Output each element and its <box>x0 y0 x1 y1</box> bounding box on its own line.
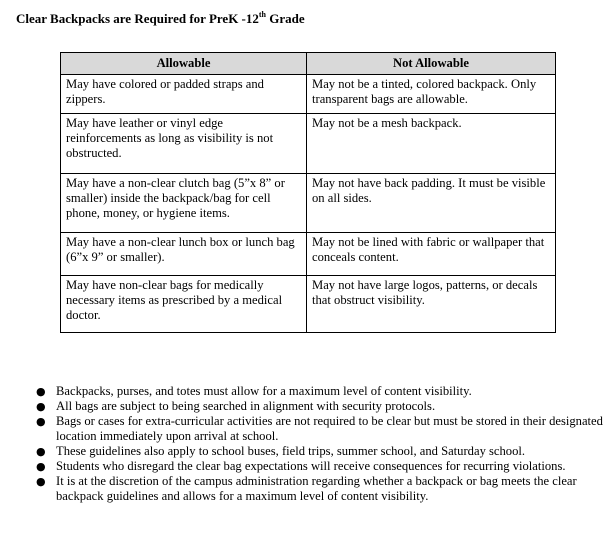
list-item-text: It is at the discretion of the campus administration regarding whether a backpack or bag meets the clear backpack guidelines and allows for a maximum level of content visibility. <box>56 474 577 503</box>
allowable-header: Allowable <box>61 53 307 75</box>
bullet-icon: ● <box>36 385 46 398</box>
page-title <box>16 11 305 27</box>
list-item <box>36 459 605 474</box>
bullet-icon: ● <box>36 400 46 413</box>
list-item-text: All bags are subject to being searched in alignment with security protocols. <box>56 399 436 413</box>
allowable-cell: May have non-clear bags for medically necessary items as prescribed by a medical doctor. <box>61 276 307 333</box>
not-allowable-cell: May not have large logos, patterns, or decals that obstruct visibility. <box>307 276 556 333</box>
title-superscript: th <box>258 10 267 19</box>
list-item-text: Backpacks, purses, and totes must allow for a maximum level of content visibility. <box>56 384 472 398</box>
not-allowable-cell: May not have back padding. It must be visible on all sides. <box>307 174 556 233</box>
not-allowable-cell: May not be lined with fabric or wallpaper that conceals content. <box>307 233 556 276</box>
list-item <box>36 474 605 504</box>
bullet-icon: ● <box>36 415 46 428</box>
list-item <box>36 384 605 399</box>
list-item <box>36 399 605 414</box>
allowable-cell: May have a non-clear clutch bag (5”x 8” or smaller) inside the backpack/bag for cell phone, money, or hygiene items. <box>61 174 307 233</box>
list-item-text: Bags or cases for extra-curricular activities are not required to be clear but must be stored in their designated location immediately upon arrival at school. <box>56 414 603 443</box>
list-item <box>36 414 605 444</box>
title-main: Clear Backpacks are Required for PreK -12 <box>16 11 259 26</box>
allowable-cell: May have colored or padded straps and zippers. <box>61 75 307 114</box>
not-allowable-cell: May not be a tinted, colored backpack. Only transparent bags are allowable. <box>307 75 556 114</box>
bullet-icon: ● <box>36 475 46 488</box>
rules-table <box>60 52 556 333</box>
table-row <box>61 276 556 333</box>
allowable-cell: May have a non-clear lunch box or lunch bag (6”x 9” or smaller). <box>61 233 307 276</box>
title-end: Grade <box>266 11 305 26</box>
table-row <box>61 114 556 174</box>
not-allowable-cell: May not be a mesh backpack. <box>307 114 556 174</box>
not-allowable-header: Not Allowable <box>307 53 556 75</box>
list-item-text: These guidelines also apply to school buses, field trips, summer school, and Saturday school. <box>56 444 526 458</box>
table-header-row <box>61 53 556 75</box>
table-row <box>61 233 556 276</box>
bullet-icon: ● <box>36 445 46 458</box>
allowable-cell: May have leather or vinyl edge reinforcements as long as visibility is not obstructed. <box>61 114 307 174</box>
bullet-icon: ● <box>36 460 46 473</box>
table-row <box>61 174 556 233</box>
table-row <box>61 75 556 114</box>
list-item-text: Students who disregard the clear bag expectations will receive consequences for recurring violations. <box>56 459 566 473</box>
guidelines-list <box>34 384 605 504</box>
list-item <box>36 444 605 459</box>
